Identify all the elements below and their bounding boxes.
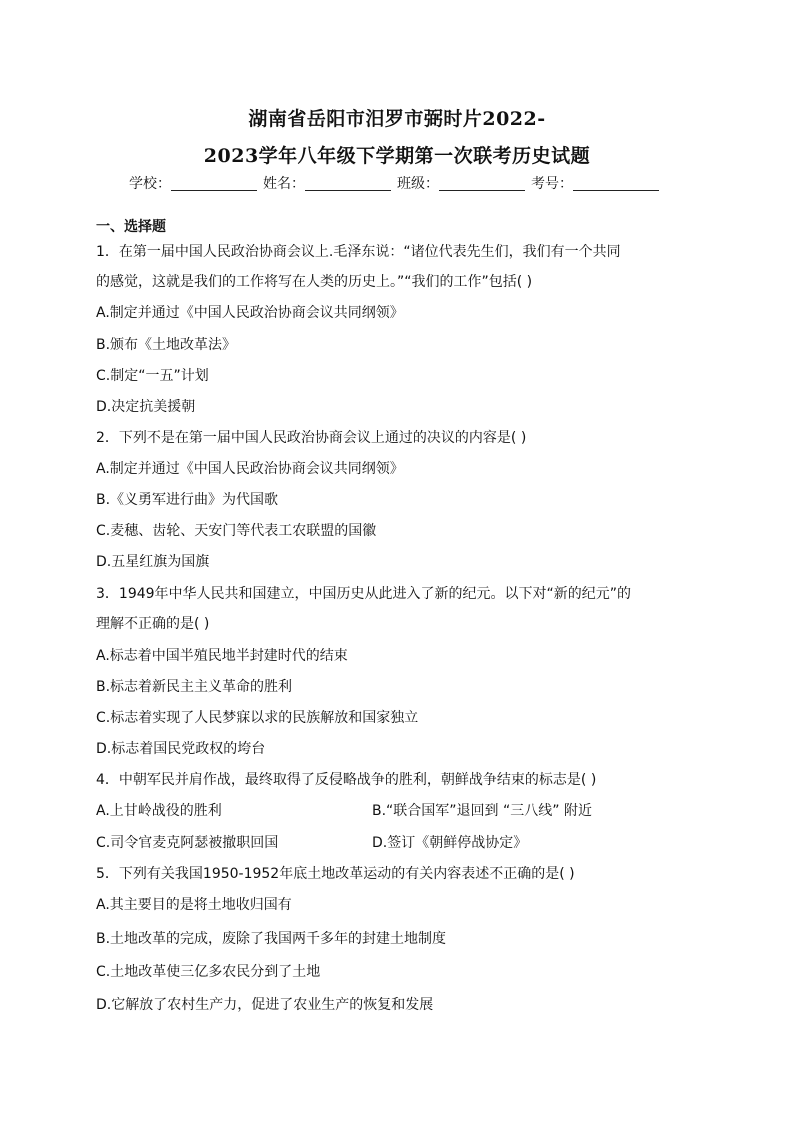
- section-heading: 一、选择题: [96, 219, 166, 235]
- school-blank: [171, 176, 257, 191]
- question-3-option-c: C.标志着实现了人民梦寐以求的民族解放和国家独立: [96, 710, 419, 726]
- school-label: 学校：: [129, 176, 171, 192]
- question-3-option-d: D.标志着国民党政权的垮台: [96, 741, 266, 757]
- question-5-option-c: C.土地改革使三亿多农民分到了土地: [96, 964, 321, 980]
- question-1-option-d: D.决定抗美援朝: [96, 399, 196, 415]
- question-1-option-c: C.制定“一五”计划: [96, 368, 209, 384]
- name-label: 姓名：: [263, 176, 305, 192]
- student-info-row: [0, 173, 794, 193]
- question-3-option-b: B.标志着新民主主义革命的胜利: [96, 679, 293, 695]
- class-label: 班级：: [397, 176, 439, 192]
- exam-number-blank: [573, 176, 659, 191]
- question-1-stem-line-1: 1．在第一届中国人民政治协商会议上.毛泽东说：“诸位代表先生们，我们有一个共同: [96, 244, 621, 260]
- question-4-option-d: D.签订《朝鲜停战协定》: [372, 835, 528, 851]
- question-4-stem: 4．中朝军民并肩作战，最终取得了反侵略战争的胜利，朝鲜战争结束的标志是( ): [96, 772, 597, 788]
- question-2-option-a: A.制定并通过《中国人民政治协商会议共同纲领》: [96, 461, 404, 477]
- question-5-option-b: B.土地改革的完成，废除了我国两千多年的封建土地制度: [96, 931, 447, 947]
- question-1-stem-line-2: 的感觉，这就是我们的工作将写在人类的历史上。”“我们的工作”包括( ): [96, 274, 533, 290]
- class-blank: [439, 176, 525, 191]
- name-blank: [305, 176, 391, 191]
- question-4-option-a: A.上甘岭战役的胜利: [96, 803, 222, 819]
- question-4-option-b: B.“联合国军”退回到 “三八线” 附近: [372, 803, 592, 819]
- exam-number-label: 考号：: [531, 176, 573, 192]
- question-2-option-d: D.五星红旗为国旗: [96, 554, 210, 570]
- question-3-option-a: A.标志着中国半殖民地半封建时代的结束: [96, 648, 348, 664]
- question-3-stem-line-1: 3．1949年中华人民共和国建立，中国历史从此进入了新的纪元。以下对“新的纪元”的: [96, 586, 632, 602]
- question-1-option-b: B.颁布《土地改革法》: [96, 337, 237, 353]
- question-2-option-b: B.《义勇军进行曲》为代国歌: [96, 492, 279, 508]
- question-5-option-d: D.它解放了农村生产力，促进了农业生产的恢复和发展: [96, 997, 434, 1013]
- exam-title-line1: 湖南省岳阳市汨罗市弼时片2022-: [248, 108, 546, 130]
- question-2-option-c: C.麦穗、齿轮、天安门等代表工农联盟的国徽: [96, 523, 377, 539]
- question-5-stem: 5．下列有关我国1950-1952年底土地改革运动的有关内容表述不正确的是( ): [96, 866, 575, 882]
- question-3-stem-line-2: 理解不正确的是( ): [96, 616, 210, 632]
- question-5-option-a: A.其主要目的是将土地收归国有: [96, 897, 292, 913]
- question-1-option-a: A.制定并通过《中国人民政治协商会议共同纲领》: [96, 305, 404, 321]
- exam-title-line2: 2023学年八年级下学期第一次联考历史试题: [203, 145, 591, 167]
- question-4-option-c: C.司令官麦克阿瑟被撤职回国: [96, 835, 279, 851]
- question-2-stem: 2．下列不是在第一届中国人民政治协商会议上通过的决议的内容是( ): [96, 430, 527, 446]
